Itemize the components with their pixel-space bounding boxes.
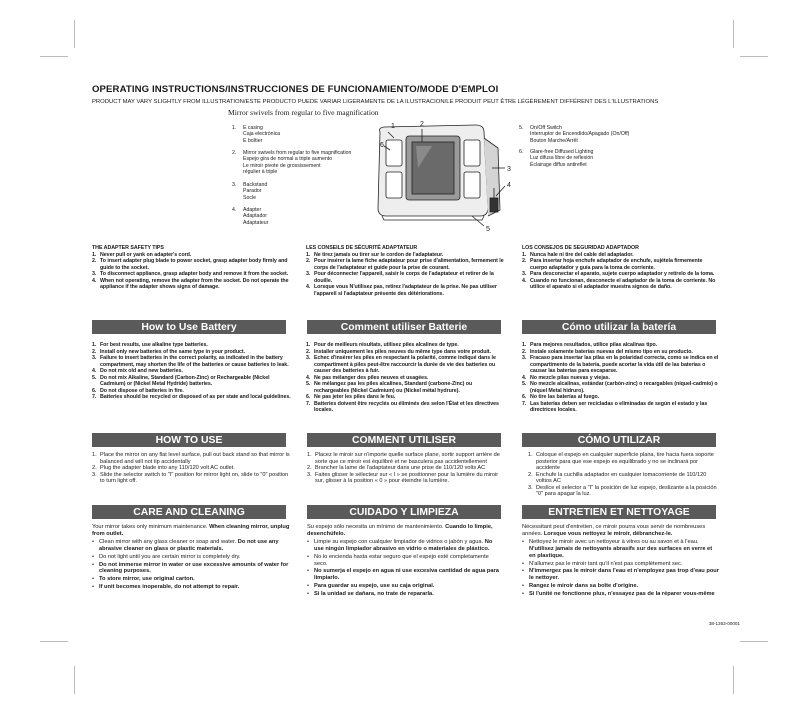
list-item: • Do not immerse mirror in water or use excessive amounts of water for cleaning purposes. — [92, 561, 289, 575]
list-item: 2. Enchufe la cuchilla adaptador en cualquier tomacorriente de 110/120 voltios AC — [528, 471, 707, 484]
list-item: • N'immergez pas le miroir dans l'eau et n'employez pas trop d'eau pour le nettoyer. — [522, 568, 719, 582]
part-line: On/Off Switch — [530, 125, 562, 131]
list-item: • Rangez le miroir dans sa boîte d'origine. — [522, 583, 639, 590]
light-panel — [386, 140, 402, 166]
part-number: 2. — [232, 150, 237, 156]
part-line: Mirror swivels from regular to five magnification — [243, 150, 352, 156]
part-number: 1. — [232, 125, 237, 131]
list-item: 1. Ne tirez jamais ou tirer sur le cordon de l'adaptateur. — [306, 251, 444, 258]
diagram-label-4: 4 — [507, 182, 511, 189]
list-item: 3. To disconnect appliance, grasp adapter body and remove it from the socket. — [92, 271, 289, 277]
part-number: 3. — [232, 182, 237, 188]
list-item: 2. Plug the adapter blade into any 110/120 volt AC outlet. — [92, 465, 235, 471]
diagram-label-1: 1 — [391, 123, 395, 130]
page-title: OPERATING INSTRUCTIONS/INSTRUCCIONES DE FUNCIONAMIENTO/MODE D'EMPLOI — [92, 84, 499, 95]
list-item: 3. Deslice el selector a "I" la posición de luz espejo, deslizante a la posición "0" para apagar la luz. — [528, 484, 717, 497]
part-line: Interruptor de Encendido/Apagado (On/Off) — [530, 131, 630, 138]
care-heading-es: CUIDADO Y LIMPIEZA — [307, 505, 501, 519]
list-item: 4. Lorsque vous N'utilisez pas, retirez l'adaptateur de la prise. Ne pas utiliser l'appareil si l'adaptateur présente des détériorations. — [306, 284, 497, 297]
document-code: 38-1363-00001 — [708, 621, 740, 626]
list-item: • Si la unidad se daňara, no trate de repararla. — [307, 591, 434, 598]
how-to-use-heading-en: HOW TO USE — [92, 433, 286, 447]
list-item: 1. Coloque el espejo en cualquier superficie plana, tire hacia fuera soporte posterior para que ese espejo es equilibrado y no se inclinará por accidente — [528, 452, 714, 471]
crop-mark — [733, 20, 734, 48]
part-number: 5. — [519, 125, 524, 131]
list-item: 7. Batteries should be recycled or disposed of as per state and local guidelines. — [92, 394, 291, 400]
part-line: Glare-free Diffused Lighting — [530, 149, 594, 155]
list-item: • Limpie su espejo con cualquier limpiador de vidrios o jabón y agua. No use ningún limpiador abrasivo en vidrio o materiales de plástico. — [307, 538, 493, 552]
list-item: 3. Fracaso para insertar las pilas en la polaridad correcta, como se indica en el compartimento de la batería, puede acortar la vida útil de las baterías o causar las baterías para escaparse. — [522, 355, 719, 374]
how-to-use-list-fr — [307, 452, 505, 485]
part-line: Éclairage diffus antireflet — [530, 161, 587, 168]
list-item: 6. Do not dispose of batteries in fire. — [92, 387, 184, 394]
list-item: 3. Faites glisser le sélecteur sur « I » se positionner pour la lumière du miroir sur, glisser à la position « 0 » pour éteindre la lumière. — [307, 471, 499, 484]
part-line: Luz difusa libre de reflexión — [530, 155, 594, 162]
list-item: 7. Las baterías deben ser recicladas o eliminadas de según el estado y las directrices locales. — [522, 400, 708, 413]
part-line: régulier à triple — [243, 168, 278, 175]
list-item: 6. Ne pas jeter les piles dans le feu. — [306, 394, 396, 400]
care-section-en — [92, 524, 290, 591]
battery-list-es — [522, 342, 719, 414]
battery-list-en — [92, 342, 292, 401]
adapter-shape — [490, 198, 498, 212]
parts-list-right — [519, 125, 679, 185]
list-item: • Clean mirror with any glass cleaner or soap and water. Do not use any abrasive cleaner on glass or plastic materials. — [92, 538, 279, 552]
part-line: Bouton Marche/Arrêt — [530, 137, 578, 144]
care-intro: Your mirror takes only minimum maintenance. When cleaning mirror, unplug from outlet. — [92, 524, 290, 537]
list-item: 4. Ne pas mélanger des piles neuves et usagées. — [306, 374, 429, 381]
list-item: • Para guardar su espejo, use su caja original. — [307, 583, 435, 590]
list-item: 2. Instale solamente baterías nuevas del mismo tipo en su producto. — [522, 348, 693, 355]
battery-heading-fr: Comment utiliser Batterie — [307, 320, 501, 334]
light-panel — [386, 172, 402, 198]
list-item: 3. Slide the selector switch to "I" position for mirror light on, slide to "0" position to turn light off. — [92, 471, 289, 484]
list-item: 2. Para insertar hoja enchufe adaptador de enchufe, sujétela firmemente cuerpo adaptador y guía para la toma de corriente. — [522, 258, 703, 271]
crop-mark — [733, 666, 734, 694]
list-item: • No lo encienda hasta estar seguro que el espejo esté completamente seco. — [307, 553, 489, 567]
list-item: • If unit becomes inoperable, do not attempt to repair. — [92, 584, 240, 591]
care-section-fr — [522, 524, 720, 598]
part-number: 4. — [232, 207, 237, 213]
how-to-use-list-en — [92, 452, 290, 485]
how-to-use-list-es — [528, 452, 720, 498]
list-item: 5. Ne mélangez pas les piles alcalines, Standard (carbone-Zinc) ou rechargeables (Nickel Cadmium) ou (Nickel métal hydrure). — [306, 381, 473, 394]
list-item: 3. Pour déconnecter l'appareil, saisir le corps de l'adaptateur et retirer de la douille. — [306, 271, 494, 284]
list-item: 2. Install only new batteries of the same type in your product. — [92, 348, 246, 355]
section-heading: LES CONSEILS DE SÉCURITÉ ADAPTATEUR — [306, 245, 418, 251]
battery-heading-es: Cómo utilizar la batería — [522, 320, 716, 334]
section-heading: LOS CONSEJOS DE SEGURIDAD ADAPTADOR — [522, 245, 639, 251]
diagram-label-6: 6 — [380, 142, 384, 149]
product-diagram — [360, 118, 518, 236]
list-item: 2. Pour insérer la lame fiche adaptateur pour prise d'alimentation, fermement le corps de l'adaptateur et guide pour la prise de courant. — [306, 258, 504, 271]
safety-tips-fr — [306, 245, 506, 297]
light-panel — [464, 172, 480, 198]
list-item: 1. Pour de meilleurs résultats, utilisez piles alcalines de type. — [306, 342, 459, 348]
part-line: E boîtier — [243, 137, 263, 144]
how-to-use-heading-fr: COMMENT UTILISER — [307, 433, 501, 447]
list-item: 1. Placez le miroir sur n'importe quelle surface plane, sortir support arrière de sorte que ce miroir est équilibré et ne basculera pas accidentellement — [307, 452, 500, 465]
list-item: 3. Echec d'insérer les piles en respectant la polarité, comme indiqué dans le compartiment à piles peut-être raccourcir la durée de vie des batteries ou causer des batteries à fuir. — [306, 355, 496, 374]
list-item: 6. No tire las baterías al fuego. — [522, 394, 600, 400]
list-item: • N'allumez pas le miroir tant qu'il n'est pas complètement sec. — [522, 560, 683, 567]
list-item: • Do not light until you are certain mirror is completely dry. — [92, 553, 241, 560]
list-item: 1. Never pull or yank on adapter's cord. — [92, 251, 192, 258]
care-intro: Su espejo sólo necesita un mínimo de mantenimiento. Cuando lo limpie, desenchúfelo. — [307, 524, 493, 537]
care-heading-en: CARE AND CLEANING — [92, 505, 286, 519]
crop-mark — [740, 641, 768, 642]
care-heading-fr: ENTRETIEN ET NETTOYAGE — [522, 505, 716, 519]
section-heading: THE ADAPTER SAFETY TIPS — [92, 245, 164, 251]
crop-mark — [74, 20, 75, 48]
crop-mark — [74, 666, 75, 694]
battery-list-fr — [306, 342, 506, 414]
diagram-label-5: 5 — [486, 226, 490, 233]
part-line: Backstand — [243, 182, 268, 188]
part-line: Adaptateur — [243, 219, 269, 226]
list-item: 4. Do not mix old and new batteries. — [92, 368, 183, 374]
list-item: 1. Nunca hale ni tire del cable del adaptador. — [522, 251, 634, 258]
list-item: • Si l'unité ne fonctionne plus, n'essayez pas de la réparer vous-même — [522, 591, 715, 598]
part-line: E casing — [243, 125, 263, 131]
list-item: 5. Do not mix Alkaline, Standard (Carbon-Zinc) or Rechargeable (Nickel Cadmium) or (Nickel Metal Hydride) batteries. — [92, 374, 270, 387]
crop-mark — [40, 56, 68, 57]
mirror-note: Mirror swivels from regular to five magnification — [228, 108, 379, 117]
diagram-label-3: 3 — [507, 166, 511, 173]
safety-tips-es — [522, 245, 719, 291]
part-line: Parador — [243, 188, 262, 195]
list-item: 5. No mezcle alcalinas, estándar (carbón-zinc) o recargables (níquel-cadmio) o (níquel Metal hidruro). — [522, 381, 718, 394]
list-item: 2. Installer uniquement les piles neuves du même type dans votre produit. — [306, 348, 491, 355]
diagram-label-2: 2 — [420, 121, 424, 128]
part-line: Espejo gira de normal a triple aumento — [243, 156, 333, 163]
page-subtitle: PRODUCT MAY VARY SLIGHTLY FROM ILLUSTRATION/ESTE PRODUCTO PUEDE VARIAR LIGERAMENTE DE LA ILUSTRACION/LE PRODUIT PEUT ÊTRE LÉGÈREMENT DIFFÉRENT DES L'ILLUSTRATIONS — [92, 99, 659, 105]
part-item-5 — [519, 125, 679, 144]
safety-tips-en — [92, 245, 297, 291]
part-line: Adapter — [243, 207, 262, 213]
list-item: 4. No mezcle pilas nuevas y viejas. — [522, 374, 610, 381]
light-panel — [464, 140, 480, 166]
list-item: • No sumerja el espejo en agua ni use excesiva cantidad de agua para limpiarlo. — [307, 568, 499, 582]
crop-mark — [740, 56, 768, 57]
list-item: 7. Batteries doivent être recyclés ou éliminés des selon l'État et les directives locales. — [306, 400, 499, 413]
part-number: 6. — [519, 149, 524, 155]
list-item: 2. Brancher la lame de l'adaptateur dans une prise de 110/120 volts AC — [307, 465, 486, 471]
part-line: Socle — [243, 194, 256, 201]
care-section-es — [307, 524, 503, 598]
list-item: 3. Para desconectar el aparato, sujete cuerpo adaptador y retírelo de la toma. — [522, 271, 715, 277]
list-item: • To store mirror, use original carton. — [92, 576, 195, 583]
list-item: 4. Cuando no funcionan, desconecte el adaptador de la toma de corriente. No utilice el aparato si el adaptador muestra signos de daño. — [522, 277, 716, 290]
part-line: Le miroir pivote de grossissement — [243, 162, 321, 169]
list-item: 1. Para mejores resultados, utilice pilas alcalinas tipo. — [522, 342, 658, 348]
care-intro: Nécessitant peut d'entretien, ce miroir pourra vous servir de nombreuses années. Lorsque vous nettoyez le miroir, débranchez-le. — [522, 524, 706, 537]
list-item: 2. To insert adapter plug blade to power socket, grasp adapter body firmly and guide to the socket. — [92, 258, 288, 271]
list-item: 4. When not operating, remove the adapter from the socket. Do not operate the appliance if the adapter shows signs of damage. — [92, 277, 289, 290]
list-item: 3. Failure to insert batteries in the correct polarity, as indicated in the battery compartment, may shorten the life of the batteries or cause batteries to leak. — [92, 355, 289, 368]
list-item: • Nettoyez le miroir avec un nettoyeur à vitres ou au savon et à l'eau. N'utilisez jamais de nettoyants abrasifs sur des surfaces en verre et en plastique. — [522, 538, 713, 559]
how-to-use-heading-es: CÓMO UTILIZAR — [522, 433, 716, 447]
part-item-6 — [519, 149, 679, 168]
part-line: Adaptador — [243, 213, 267, 220]
battery-heading-en: How to Use Battery — [92, 320, 286, 334]
list-item: 1. For best results, use alkaline type batteries. — [92, 342, 208, 348]
part-line: Caja electrónica — [243, 131, 281, 138]
list-item: 1. Place the mirror on any flat level surface, pull out back stand so that mirror is balanced and will not tip accidentally — [92, 452, 290, 465]
crop-mark — [40, 641, 68, 642]
